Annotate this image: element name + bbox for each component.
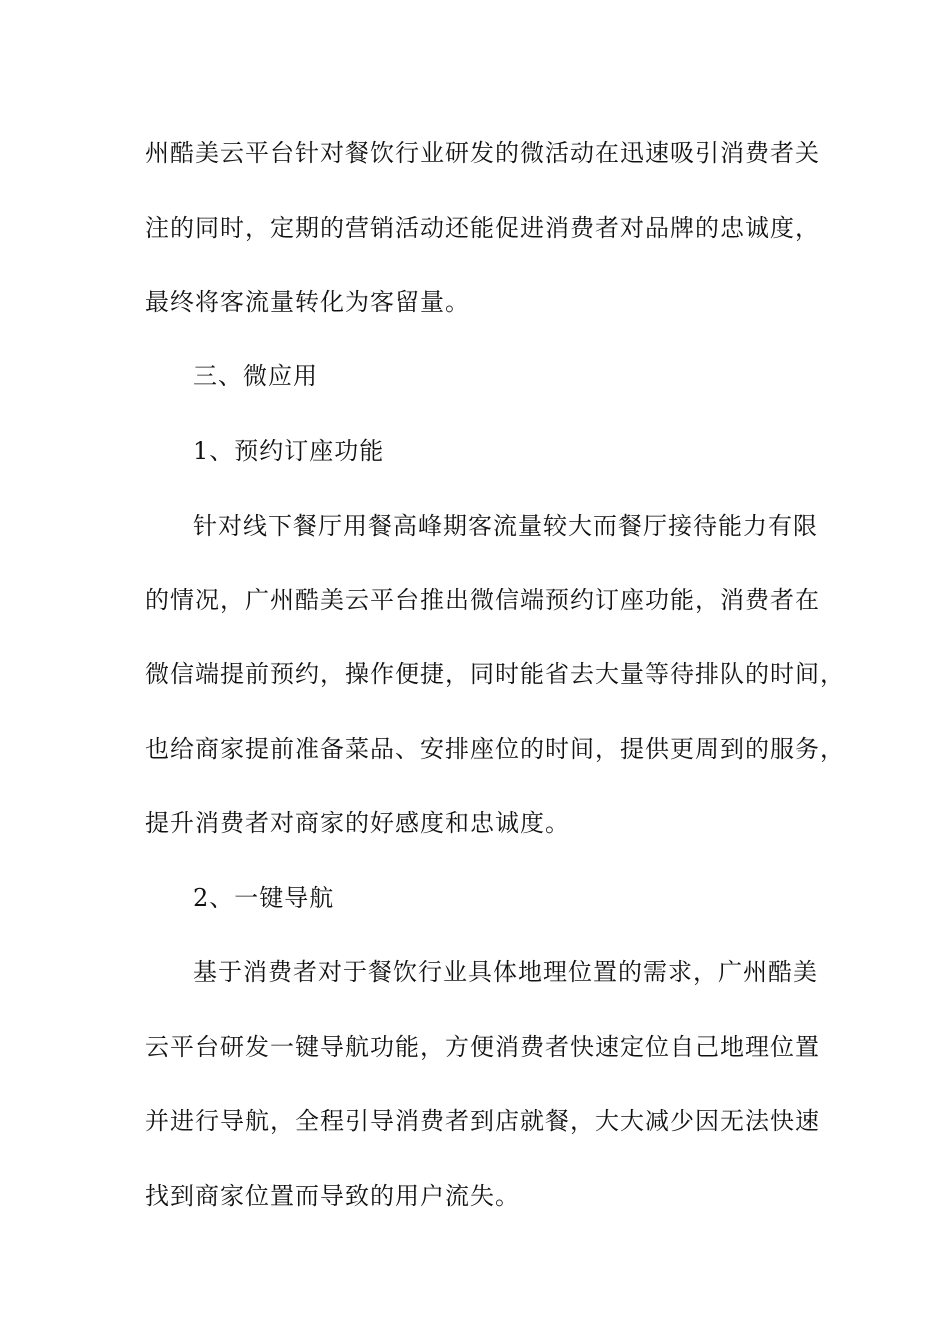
text-line: 注的同时，定期的营销活动还能促进消费者对品牌的忠诚度， bbox=[145, 214, 820, 242]
text-line: 最终将客流量转化为客留量。 bbox=[145, 288, 470, 316]
text-line: 微信端提前预约，操作便捷，同时能省去大量等待排队的时间， bbox=[145, 660, 845, 688]
text-line: 基于消费者对于餐饮行业具体地理位置的需求，广州酷美 bbox=[193, 958, 818, 986]
text-line: 针对线下餐厅用餐高峰期客流量较大而餐厅接待能力有限 bbox=[193, 512, 818, 540]
text-line: 也给商家提前准备菜品、安排座位的时间，提供更周到的服务， bbox=[145, 735, 845, 763]
subsection-heading: 2、一键导航 bbox=[193, 884, 335, 912]
text-line: 找到商家位置而导致的用户流失。 bbox=[145, 1182, 520, 1210]
text-line: 提升消费者对商家的好感度和忠诚度。 bbox=[145, 809, 570, 837]
text-line: 云平台研发一键导航功能，方便消费者快速定位自己地理位置 bbox=[145, 1033, 820, 1061]
text-line: 州酷美云平台针对餐饮行业研发的微活动在迅速吸引消费者关 bbox=[145, 139, 820, 167]
text-line: 并进行导航，全程引导消费者到店就餐，大大减少因无法快速 bbox=[145, 1107, 820, 1135]
text-line: 的情况，广州酷美云平台推出微信端预约订座功能，消费者在 bbox=[145, 586, 820, 614]
section-heading: 三、微应用 bbox=[193, 362, 318, 390]
subsection-heading: 1、预约订座功能 bbox=[193, 437, 385, 465]
